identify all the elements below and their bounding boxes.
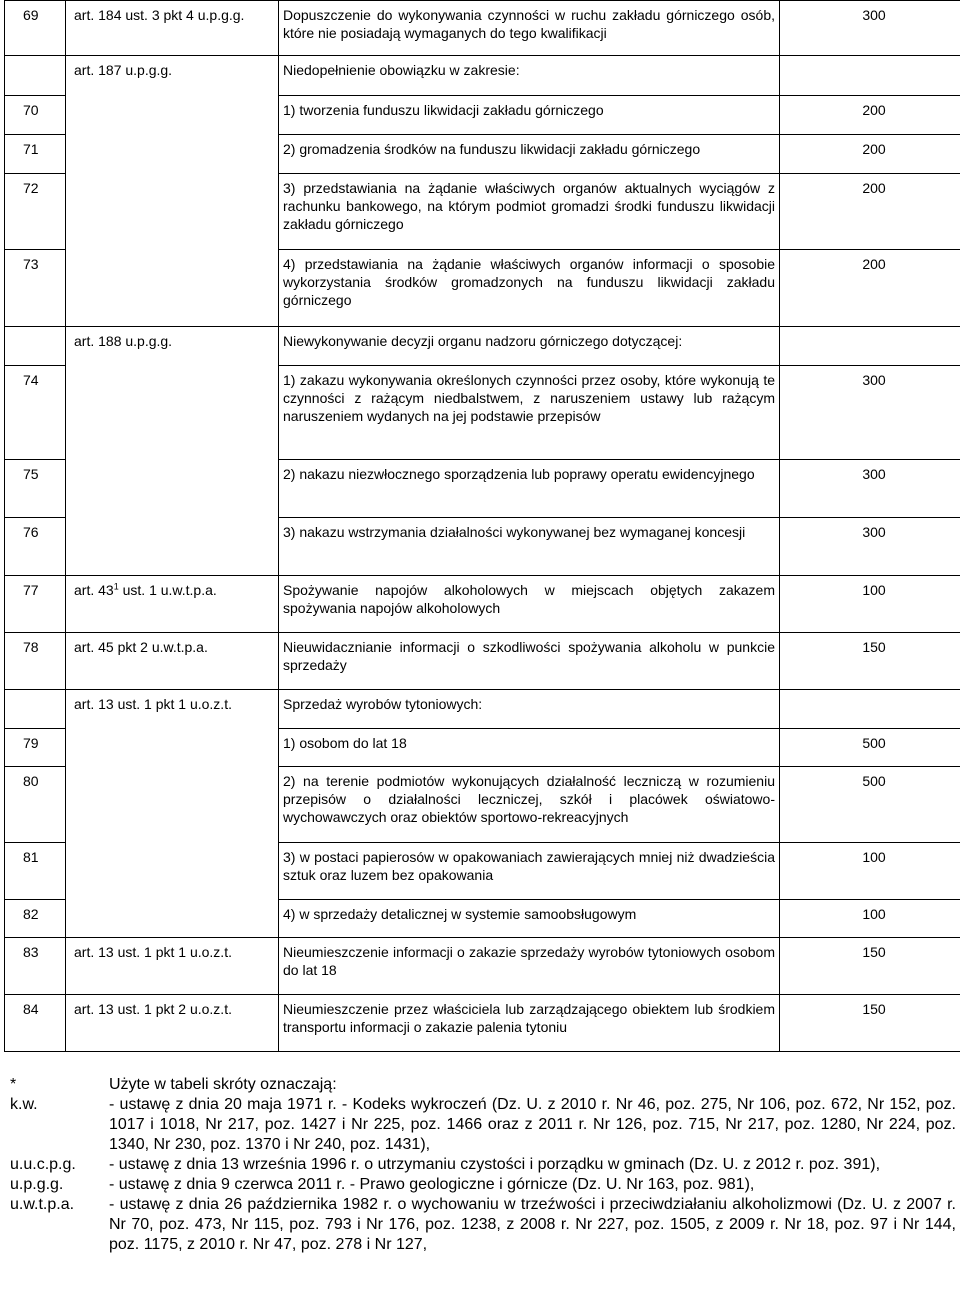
- fine-amount: 150: [780, 633, 960, 690]
- legend-abbreviation: u.u.c.p.g.: [10, 1156, 76, 1173]
- legal-basis: art. 13 ust. 1 pkt 2 u.o.z.t.: [66, 995, 279, 1052]
- row-number: 78: [5, 633, 66, 690]
- table-row: [5, 518, 960, 576]
- row-number: [5, 690, 66, 729]
- legend-abbreviation: u.w.t.p.a.: [10, 1196, 75, 1213]
- row-number: [5, 327, 66, 366]
- fines-table: [4, 0, 960, 1052]
- offence-description: Niedopełnienie obowiązku w zakresie:: [279, 56, 780, 96]
- legend-definition: - ustawę z dnia 20 maja 1971 r. - Kodeks wykroczeń (Dz. U. z 2010 r. Nr 46, poz. 275, Nr 106, poz. 672, Nr 152, poz. 1017 i 1018, Nr 217, poz. 1427 i Nr 225, poz. 1466 oraz z 2011 r. Nr 126, poz. 715, Nr 217, poz. 1280, Nr 224, poz. 1340, Nr 230, poz. 1370 i Nr 240, poz. 1431),: [109, 1096, 956, 1153]
- row-number: 70: [5, 96, 66, 135]
- offence-description: 4) w sprzedaży detalicznej w systemie samoobsługowym: [279, 900, 780, 938]
- fine-amount: 150: [780, 995, 960, 1052]
- table-row: [5, 900, 960, 938]
- row-number: 76: [5, 518, 66, 576]
- legal-basis: [66, 900, 279, 938]
- offence-description: 2) na terenie podmiotów wykonujących działalność leczniczą w rozumieniu przepisów o działalności leczniczej, szkół i placówek oświatowo-wychowawczych oraz obiektów sportowo-rekreacyjnych: [279, 767, 780, 843]
- offence-description: 3) przedstawiania na żądanie właściwych organów aktualnych wyciągów z rachunku bankowego, na którym podmiot gromadzi środki funduszu likwidacji zakładu górniczego: [279, 174, 780, 250]
- row-number: 71: [5, 135, 66, 174]
- legal-basis: art. 187 u.p.g.g.: [66, 56, 279, 96]
- legal-basis: [66, 96, 279, 135]
- row-number: 69: [5, 1, 66, 56]
- row-number: [5, 56, 66, 96]
- legend-heading: Użyte w tabeli skróty oznaczają:: [109, 1076, 337, 1093]
- table-row: [5, 767, 960, 843]
- row-number: 72: [5, 174, 66, 250]
- offence-description: Spożywanie napojów alkoholowych w miejscach objętych zakazem spożywania napojów alkoholowych: [279, 576, 780, 633]
- table-row: [5, 938, 960, 995]
- legal-basis: art. 45 pkt 2 u.w.t.p.a.: [66, 633, 279, 690]
- offence-description: 1) tworzenia funduszu likwidacji zakładu górniczego: [279, 96, 780, 135]
- offence-description: 1) zakazu wykonywania określonych czynności przez osoby, które wykonują te czynności z rażącym niedbalstwem, z naruszeniem ustawy lub rażącym naruszeniem wydanych na jej podstawie przepisów: [279, 366, 780, 460]
- legend-abbreviation: u.p.g.g.: [10, 1176, 64, 1193]
- offence-description: Nieumieszczenie informacji o zakazie sprzedaży wyrobów tytoniowych osobom do lat 18: [279, 938, 780, 995]
- table-row: [5, 96, 960, 135]
- table-row: [5, 843, 960, 900]
- legend-definition: - ustawę z dnia 9 czerwca 2011 r. - Prawo geologiczne i górnicze (Dz. U. Nr 163, poz. 981),: [109, 1176, 755, 1193]
- legend-entry: [10, 1195, 956, 1255]
- row-number: 77: [5, 576, 66, 633]
- fine-amount: 500: [780, 729, 960, 767]
- legend-definition: - ustawę z dnia 26 października 1982 r. o wychowaniu w trzeźwości i przeciwdziałaniu alkoholizmowi (Dz. U. z 2007 r. Nr 70, poz. 473, Nr 115, poz. 793 i Nr 176, poz. 1238, z 2008 r. Nr 227, poz. 1505, z 2009 r. Nr 18, poz. 97 i Nr 144, poz. 1175, z 2010 r. Nr 47, poz. 278 i Nr 127,: [109, 1196, 956, 1253]
- table-row: [5, 729, 960, 767]
- table-row: [5, 56, 960, 96]
- row-number: 82: [5, 900, 66, 938]
- fine-amount: 300: [780, 460, 960, 518]
- fine-amount: 200: [780, 135, 960, 174]
- row-number: 81: [5, 843, 66, 900]
- legal-basis: art. 188 u.p.g.g.: [66, 327, 279, 366]
- row-number: 75: [5, 460, 66, 518]
- fine-amount: 200: [780, 96, 960, 135]
- table-row: [5, 366, 960, 460]
- fine-amount: 100: [780, 576, 960, 633]
- table-row: [5, 995, 960, 1052]
- footnote-marker: *: [10, 1076, 17, 1093]
- offence-description: 1) osobom do lat 18: [279, 729, 780, 767]
- legal-basis: [66, 518, 279, 576]
- fine-amount: 200: [780, 250, 960, 327]
- fine-amount: 300: [780, 518, 960, 576]
- fine-amount: 300: [780, 1, 960, 56]
- table-row: [5, 460, 960, 518]
- row-number: 74: [5, 366, 66, 460]
- row-number: 79: [5, 729, 66, 767]
- table-row: [5, 1, 960, 56]
- offence-description: 3) w postaci papierosów w opakowaniach zawierających mniej niż dwadzieścia sztuk oraz luzem bez opakowania: [279, 843, 780, 900]
- fine-amount: [780, 56, 960, 96]
- legend-entry: [10, 1155, 956, 1175]
- legend-abbreviation: k.w.: [10, 1096, 38, 1113]
- offence-description: Niewykonywanie decyzji organu nadzoru górniczego dotyczącej:: [279, 327, 780, 366]
- table-row: [5, 135, 960, 174]
- abbreviations-legend: [10, 1075, 956, 1255]
- offence-description: Nieuwidacznianie informacji o szkodliwości spożywania alkoholu w punkcie sprzedaży: [279, 633, 780, 690]
- table-row: [5, 576, 960, 633]
- offence-description: 2) gromadzenia środków na funduszu likwidacji zakładu górniczego: [279, 135, 780, 174]
- legal-basis: [66, 250, 279, 327]
- row-number: 83: [5, 938, 66, 995]
- fine-amount: 300: [780, 366, 960, 460]
- table-row: [5, 690, 960, 729]
- fine-amount: 100: [780, 843, 960, 900]
- legend-definition: - ustawę z dnia 13 września 1996 r. o utrzymaniu czystości i porządku w gminach (Dz. U. z 2012 r. poz. 391),: [109, 1156, 881, 1173]
- legend-heading-row: [10, 1075, 956, 1095]
- fine-amount: [780, 327, 960, 366]
- row-number: 80: [5, 767, 66, 843]
- legal-basis: [66, 460, 279, 518]
- row-number: 84: [5, 995, 66, 1052]
- legal-basis: [66, 366, 279, 460]
- legend-entry: [10, 1175, 956, 1195]
- legal-basis: art. 184 ust. 3 pkt 4 u.p.g.g.: [66, 1, 279, 56]
- offence-description: Dopuszczenie do wykonywania czynności w ruchu zakładu górniczego osób, które nie posiadają wymaganych do tego kwalifikacji: [279, 1, 780, 56]
- table-row: [5, 174, 960, 250]
- fine-amount: 200: [780, 174, 960, 250]
- legal-basis: art. 13 ust. 1 pkt 1 u.o.z.t.: [66, 938, 279, 995]
- row-number: 73: [5, 250, 66, 327]
- offence-description: 4) przedstawiania na żądanie właściwych organów informacji o sposobie wykorzystania środków gromadzonych na funduszu likwidacji zakładu górniczego: [279, 250, 780, 327]
- offence-description: Nieumieszczenie przez właściciela lub zarządzającego obiektem lub środkiem transportu informacji o zakazie palenia tytoniu: [279, 995, 780, 1052]
- legal-basis: [66, 729, 279, 767]
- offence-description: 2) nakazu niezwłocznego sporządzenia lub poprawy operatu ewidencyjnego: [279, 460, 780, 518]
- table-row: [5, 250, 960, 327]
- legal-basis: art. 13 ust. 1 pkt 1 u.o.z.t.: [66, 690, 279, 729]
- legal-basis: art. $43^1$ ust. 1 u.w.t.p.a.: [66, 576, 279, 633]
- fine-amount: 100: [780, 900, 960, 938]
- legal-basis: [66, 135, 279, 174]
- legal-basis: [66, 767, 279, 843]
- fine-amount: 500: [780, 767, 960, 843]
- table-row: [5, 633, 960, 690]
- legal-basis: [66, 843, 279, 900]
- fine-amount: [780, 690, 960, 729]
- legend-entry: [10, 1095, 956, 1155]
- legal-basis: [66, 174, 279, 250]
- offence-description: 3) nakazu wstrzymania działalności wykonywanej bez wymaganej koncesji: [279, 518, 780, 576]
- table-row: [5, 327, 960, 366]
- fine-amount: 150: [780, 938, 960, 995]
- offence-description: Sprzedaż wyrobów tytoniowych:: [279, 690, 780, 729]
